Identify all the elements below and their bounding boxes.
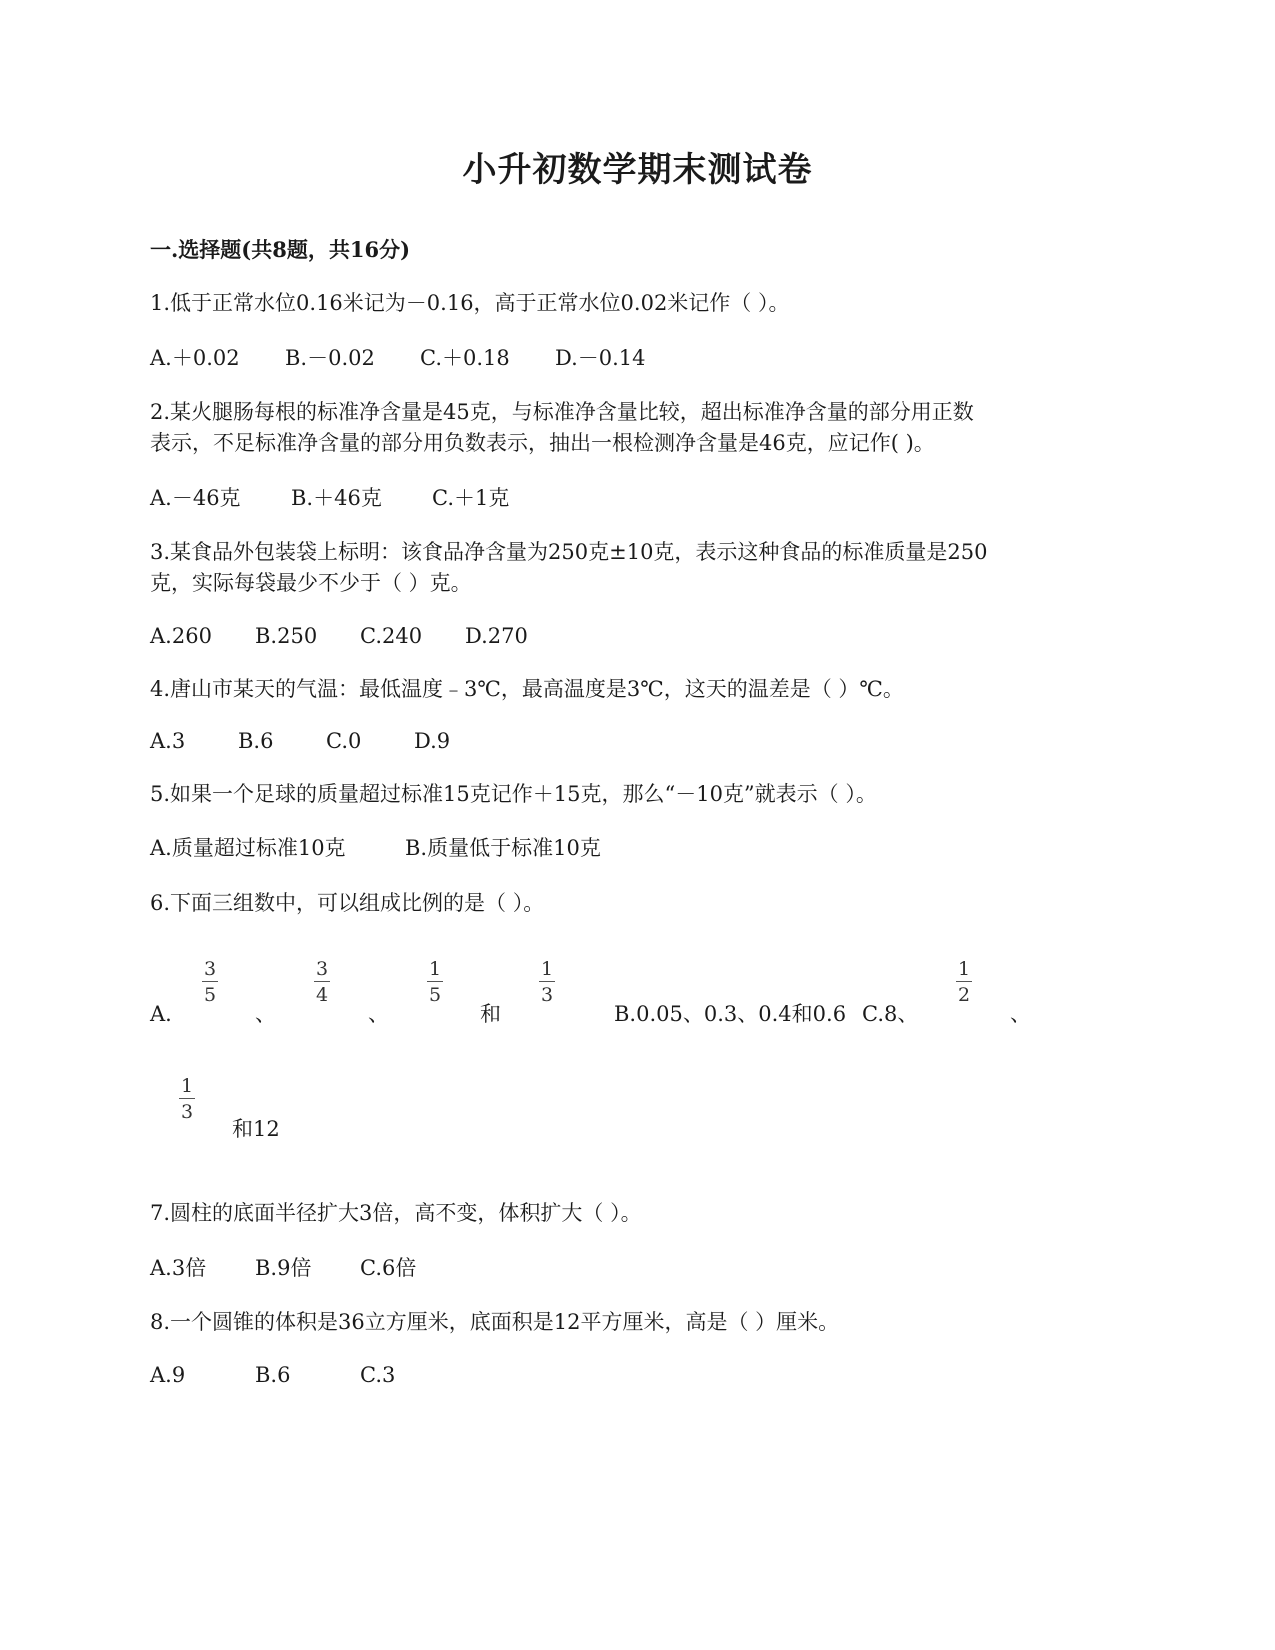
option-b: B.＋46克: [291, 486, 382, 510]
question-2-options: [150, 482, 509, 514]
option-c: C.3: [360, 1363, 396, 1387]
option-a: A.9: [150, 1363, 186, 1387]
fraction-1-3: 1 3: [180, 1075, 194, 1123]
fraction-1-3: 1 3: [540, 958, 554, 1006]
question-3-stem-line-1: 3.某食品外包装袋上标明：该食品净含量为250克±10克，表示这种食品的标准质量是250: [150, 540, 988, 564]
question-4-options: [150, 725, 450, 757]
question-7-stem: 7.圆柱的底面半径扩大3倍，高不变，体积扩大（ ）。: [150, 1201, 642, 1225]
fraction-1-2: 1 2: [957, 958, 971, 1006]
question-8-options: [150, 1359, 395, 1391]
separator: 、: [255, 1002, 276, 1026]
option-a: A.＋0.02: [150, 346, 240, 370]
option-b: B.6: [255, 1363, 291, 1387]
question-1-stem: 1.低于正常水位0.16米记为－0.16，高于正常水位0.02米记作（ ）。: [150, 291, 790, 315]
option-b: B.－0.02: [285, 346, 375, 370]
option-c: C.＋0.18: [420, 346, 510, 370]
option-a: A.－46克: [150, 486, 241, 510]
question-5-options: [150, 832, 601, 864]
separator: 、: [1010, 1002, 1031, 1026]
and-word: 和: [480, 1002, 501, 1026]
option-c: C.6倍: [360, 1256, 417, 1280]
question-2-stem-line-2: 表示，不足标准净含量的部分用负数表示，抽出一根检测净含量是46克，应记作( )。: [150, 431, 935, 455]
option-b: B.6: [238, 729, 274, 753]
option-c: C.0: [326, 729, 362, 753]
option-a-label: A.: [150, 1002, 172, 1026]
option-d: D.270: [465, 624, 528, 648]
question-1-options: [150, 342, 646, 374]
question-3-stem-line-2: 克，实际每袋最少不少于（ ）克。: [150, 571, 472, 595]
question-4-stem: 4.唐山市某天的气温：最低温度﹣3℃，最高温度是3℃，这天的温差是（ ）℃。: [150, 677, 904, 701]
option-d: D.9: [414, 729, 451, 753]
exam-title: 小升初数学期末测试卷: [462, 150, 813, 190]
separator: 、: [368, 1002, 389, 1026]
option-b: B.质量低于标准10克: [405, 836, 601, 860]
option-a: A.3: [150, 729, 186, 753]
option-b: B.250: [255, 624, 318, 648]
option-c: C.240: [360, 624, 423, 648]
question-2-stem-line-1: 2.某火腿肠每根的标准净含量是45克，与标准净含量比较，超出标准净含量的部分用正数: [150, 400, 974, 424]
option-a: A.质量超过标准10克: [150, 836, 346, 860]
question-8-stem: 8.一个圆锥的体积是36立方厘米，底面积是12平方厘米，高是（ ）厘米。: [150, 1310, 840, 1334]
option-c: C.＋1克: [432, 486, 510, 510]
question-5-stem: 5.如果一个足球的质量超过标准15克记作＋15克，那么“－10克”就表示（ ）。: [150, 782, 877, 806]
question-7-options: [150, 1252, 416, 1284]
section-heading: 一.选择题(共8题，共16分): [150, 237, 411, 262]
question-3-options: [150, 620, 528, 652]
fraction-3-5: 3 5: [203, 958, 217, 1006]
fraction-1-5: 1 5: [428, 958, 442, 1006]
option-a: A.3倍: [150, 1256, 207, 1280]
option-b: B.0.05、0.3、0.4和0.6: [614, 1002, 847, 1026]
fraction-3-4: 3 4: [315, 958, 329, 1006]
option-b: B.9倍: [255, 1256, 312, 1280]
option-a: A.260: [150, 624, 212, 648]
question-6-stem: 6.下面三组数中，可以组成比例的是（ ）。: [150, 891, 545, 915]
option-d: D.－0.14: [555, 346, 646, 370]
option-c-end: 和12: [232, 1117, 280, 1141]
option-c-start: C.8、: [862, 1002, 919, 1026]
